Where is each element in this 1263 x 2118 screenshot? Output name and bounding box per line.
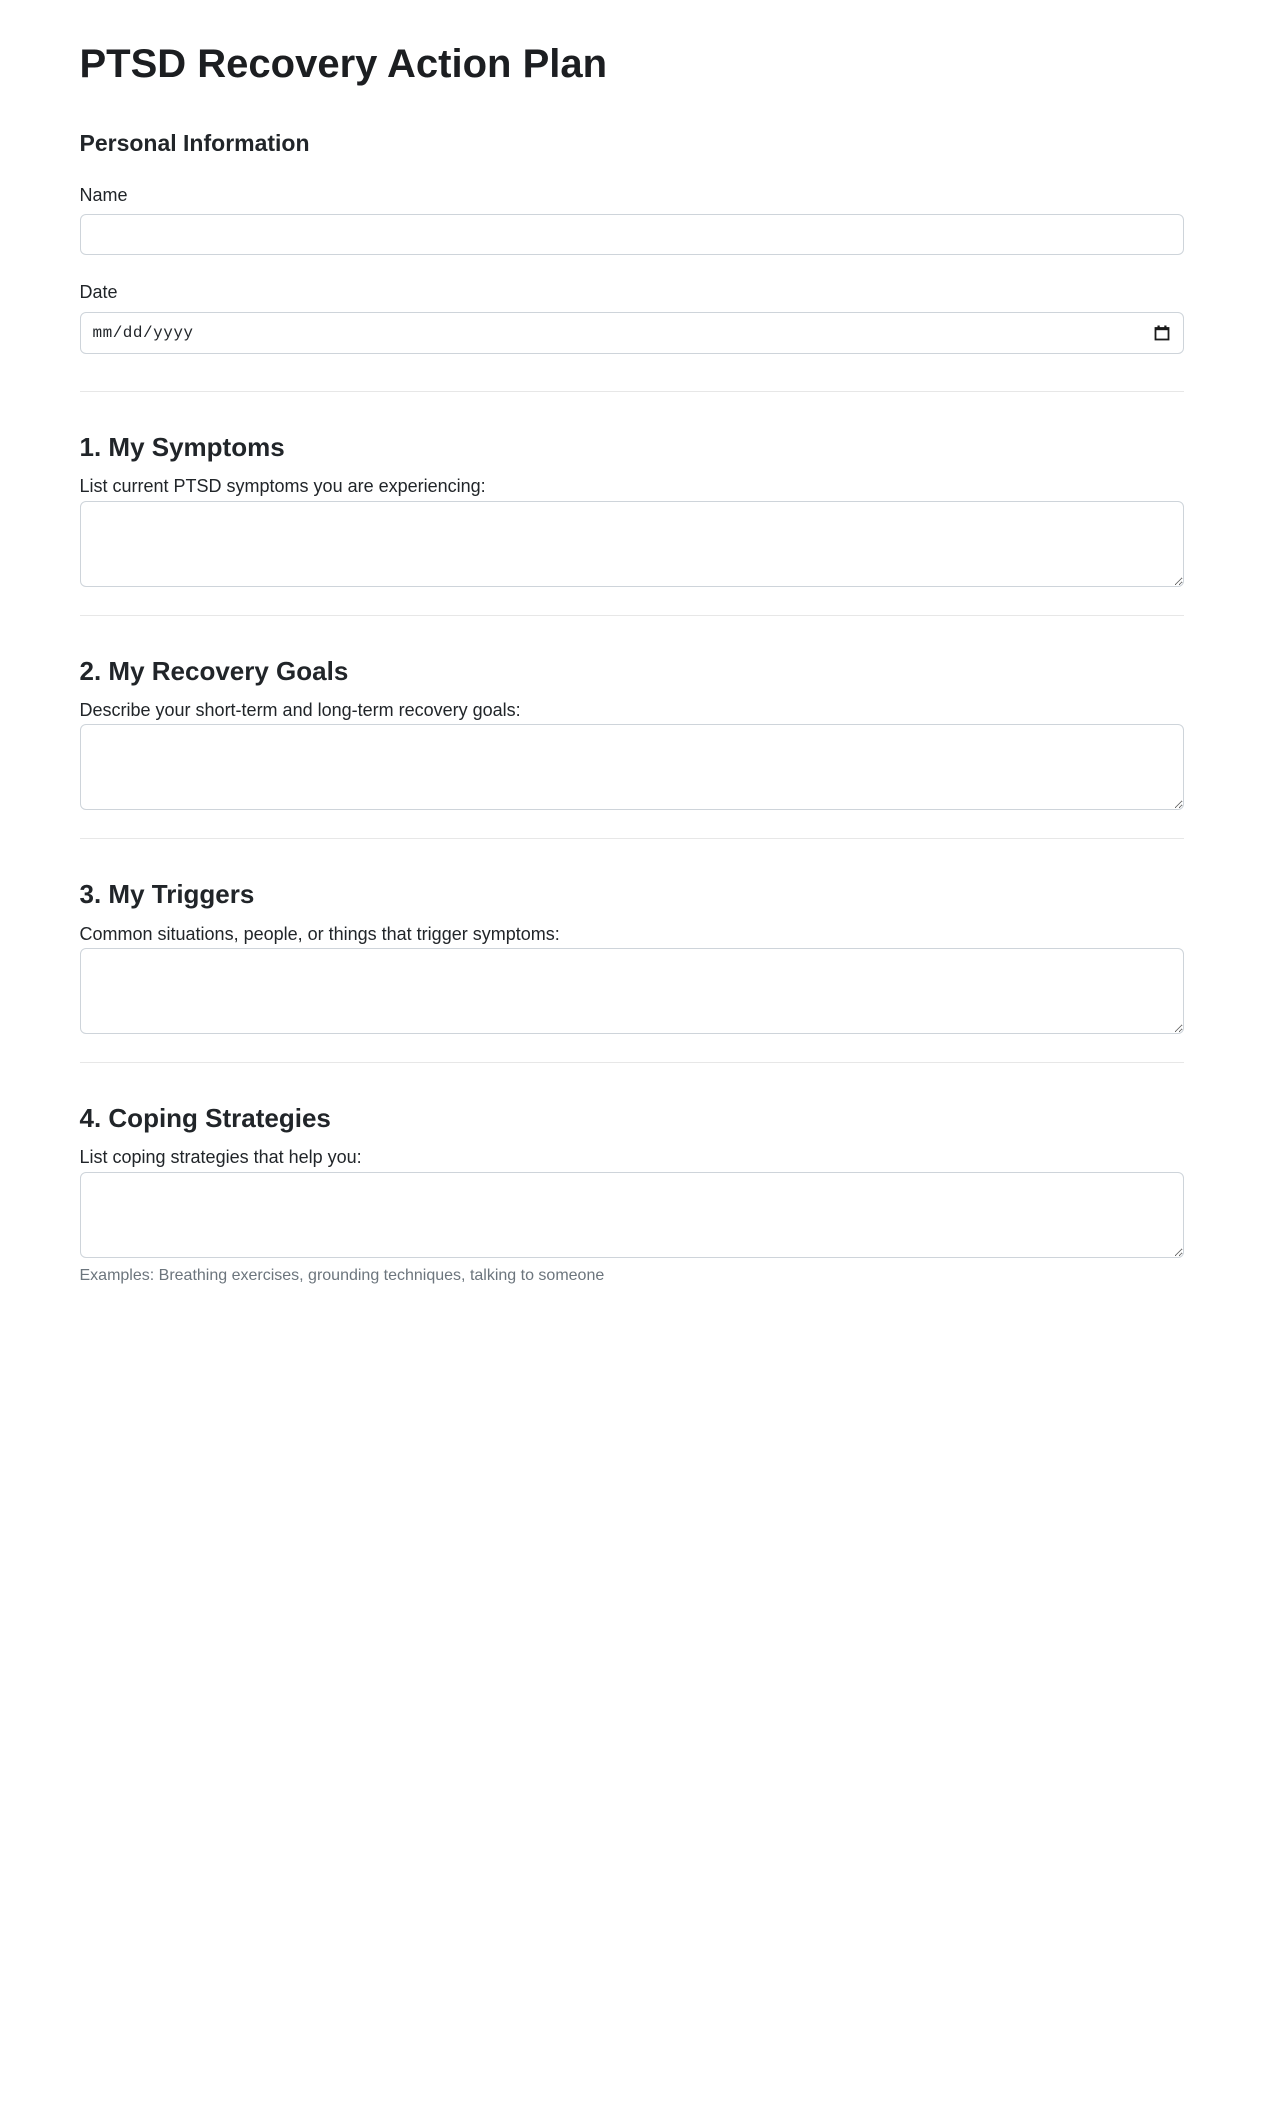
form-page (80, 0, 1184, 1285)
triggers-textarea[interactable] (80, 948, 1184, 1034)
page-title: PTSD Recovery Action Plan (79, 42, 608, 86)
section-3-description: Common situations, people, or things that trigger symptoms: (79, 923, 560, 944)
coping-strategies-textarea[interactable] (80, 1172, 1184, 1258)
personal-information-heading: Personal Information (79, 130, 310, 156)
coping-strategies-hint: Examples: Breathing exercises, grounding techniques, talking to someone (79, 1266, 605, 1284)
section-4-description: List coping strategies that help you: (79, 1147, 362, 1168)
section-divider (80, 838, 1184, 839)
section-divider (80, 615, 1184, 616)
section-2-description: Describe your short-term and long-term recovery goals: (79, 699, 521, 720)
date-input[interactable] (80, 312, 1184, 354)
section-3-heading: 3. My Triggers (79, 879, 255, 910)
section-2-heading: 2. My Recovery Goals (79, 655, 349, 686)
name-input[interactable] (80, 214, 1184, 255)
section-4-heading: 4. Coping Strategies (79, 1103, 331, 1134)
section-1-description: List current PTSD symptoms you are experiencing: (79, 475, 486, 496)
section-divider (80, 1062, 1184, 1063)
section-1-heading: 1. My Symptoms (79, 431, 285, 462)
date-placeholder-text: mm/dd/yyyy (92, 323, 194, 342)
calendar-icon[interactable] (1153, 324, 1171, 342)
symptoms-textarea[interactable] (80, 501, 1184, 587)
section-divider (80, 391, 1184, 392)
recovery-goals-textarea[interactable] (80, 724, 1184, 810)
name-label: Name (79, 184, 128, 205)
date-label: Date (79, 282, 118, 303)
